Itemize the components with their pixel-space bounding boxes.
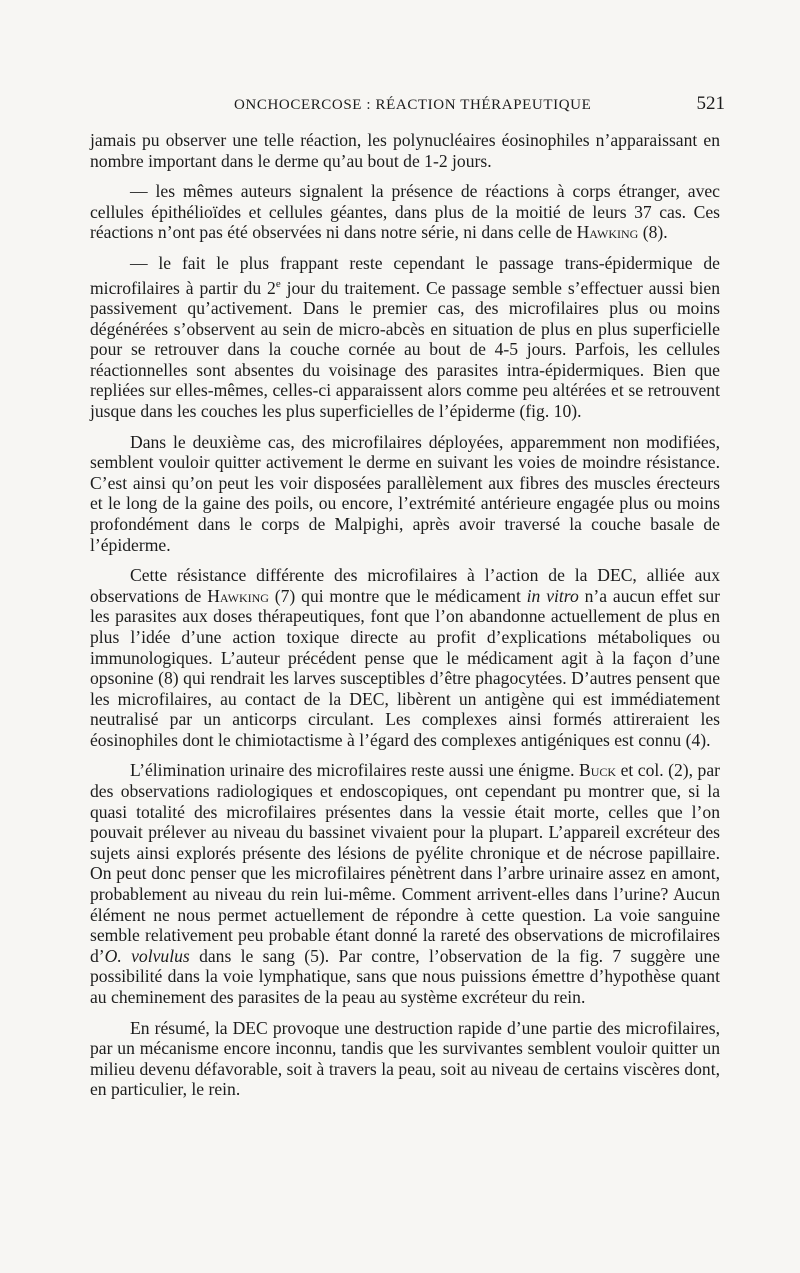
running-title: ONCHOCERCOSE : RÉACTION THÉRAPEUTIQUE — [234, 97, 592, 113]
italic-term: in vitro — [526, 585, 579, 606]
paragraph-1: jamais pu observer une telle réaction, les polynucléaires éosinophiles n’apparaissant en nombre important dans le derme qu’au bout de 1-2 jours. — [90, 130, 720, 171]
italic-term: O. volvulus — [104, 945, 190, 966]
superscript: e — [275, 277, 281, 290]
author-name: Hawking — [207, 585, 269, 606]
body-text — [90, 130, 720, 1110]
paragraph-6: L’élimination urinaire des microfilaires reste aussi une énigme. Buck et col. (2), par des observations radiologiques et endoscopiques, ont cependant pu montrer que, si la quasi totalité des microfilaires présentes dans la vessie était morte, celles que l’on pouvait prélever au niveau du bassinet vivaient pour la plupart. L’appareil excréteur des sujets ainsi explorés présente des lésions de pyélite chronique et de nécrose papillaire. On peut donc penser que les microfilaires pénètrent dans l’arbre urinaire assez en amont, probablement au niveau du rein lui-même. Comment arrivent-elles dans l’urine? Aucun élément ne nous permet actuellement de répondre à cette question. La voie sanguine semble relativement peu probable étant donné la rareté des observations de microfilaires d’O. volvulus dans le sang (5). Par contre, l’observation de la fig. 7 suggère une possibilité dans la voie lymphatique, sans que nous puissions émettre d’hypothèse quant au cheminement des parasites de la peau au système excréteur du rein. — [90, 760, 721, 1008]
paragraph-3: — le fait le plus frappant reste cependant le passage trans-épidermique de microfilaires à partir du 2e jour du traitement. Ce passage semble s’effectuer aussi bien passivement qu’activement. Dans le premier cas, des microfilaires plus ou moins dégénérées s’observent au sein de micro-abcès en situation de plus en plus superficielle pour se retrouver dans la couche cornée au bout de 4-5 jours. Parfois, les cellules réactionnelles sont absentes du voisinage des parasites intra-épidermiques. Bien que repliées sur elles-mêmes, celles-ci apparaissent alors comme peu altérées et se retrouvent jusque dans les couches les plus superficielles de l’épiderme (fig. 10). — [90, 252, 721, 421]
author-name: Hawking — [576, 222, 639, 243]
paragraph-7: En résumé, la DEC provoque une destruction rapide d’une partie des microfilaires, par un mécanisme encore inconnu, tandis que les survivantes semblent vouloir quitter un milieu devenu défavorable, soit à travers la peau, soit au niveau de certains viscères dont, en particulier, le rein. — [90, 1017, 720, 1100]
paragraph-2: — les mêmes auteurs signalent la présence de réactions à corps étranger, avec cellules épithélioïdes et cellules géantes, dans plus de la moitié de leurs 37 cas. Ces réactions n’ont pas été observées ni dans notre série, ni dans celle de Hawking (8). — [90, 181, 720, 243]
paragraph-4: Dans le deuxième cas, des microfilaires déployées, apparemment non modifiées, semblent vouloir quitter activement le derme en suivant les voies de moindre résistance. C’est ainsi qu’on peut les voir disposées parallèlement aux fibres des muscles érecteurs et le long de la gaine des poils, ou encore, l’extrémité antérieure engagée plus ou moins profondément dans le corps de Malpighi, après avoir traversé la couche basale de l’épiderme. — [90, 431, 720, 555]
author-name: Buck — [579, 760, 617, 781]
paragraph-5: Cette résistance différente des microfilaires à l’action de la DEC, alliée aux observations de Hawking (7) qui montre que le médicament in vitro n’a aucun effet sur les parasites aux doses thérapeutiques, font que l’on abandonne actuellement de plus en plus l’idée d’une action toxique directe au profit d’explications métaboliques ou immunologiques. L’auteur précédent pense que le médicament agit à la façon d’une opsonine (8) qui rendrait les larves susceptibles d’être phagocytées. D’autres pensent que les microfilaires, au contact de la DEC, libèrent un antigène qui est immédiatement neutralisé par un anticorps circulant. Les complexes ainsi formés attireraient les éosinophiles dont le chimiotactisme à l’égard des complexes antigéniques est connu (4). — [90, 565, 720, 750]
page-number: 521 — [696, 93, 725, 114]
running-head — [90, 93, 725, 115]
